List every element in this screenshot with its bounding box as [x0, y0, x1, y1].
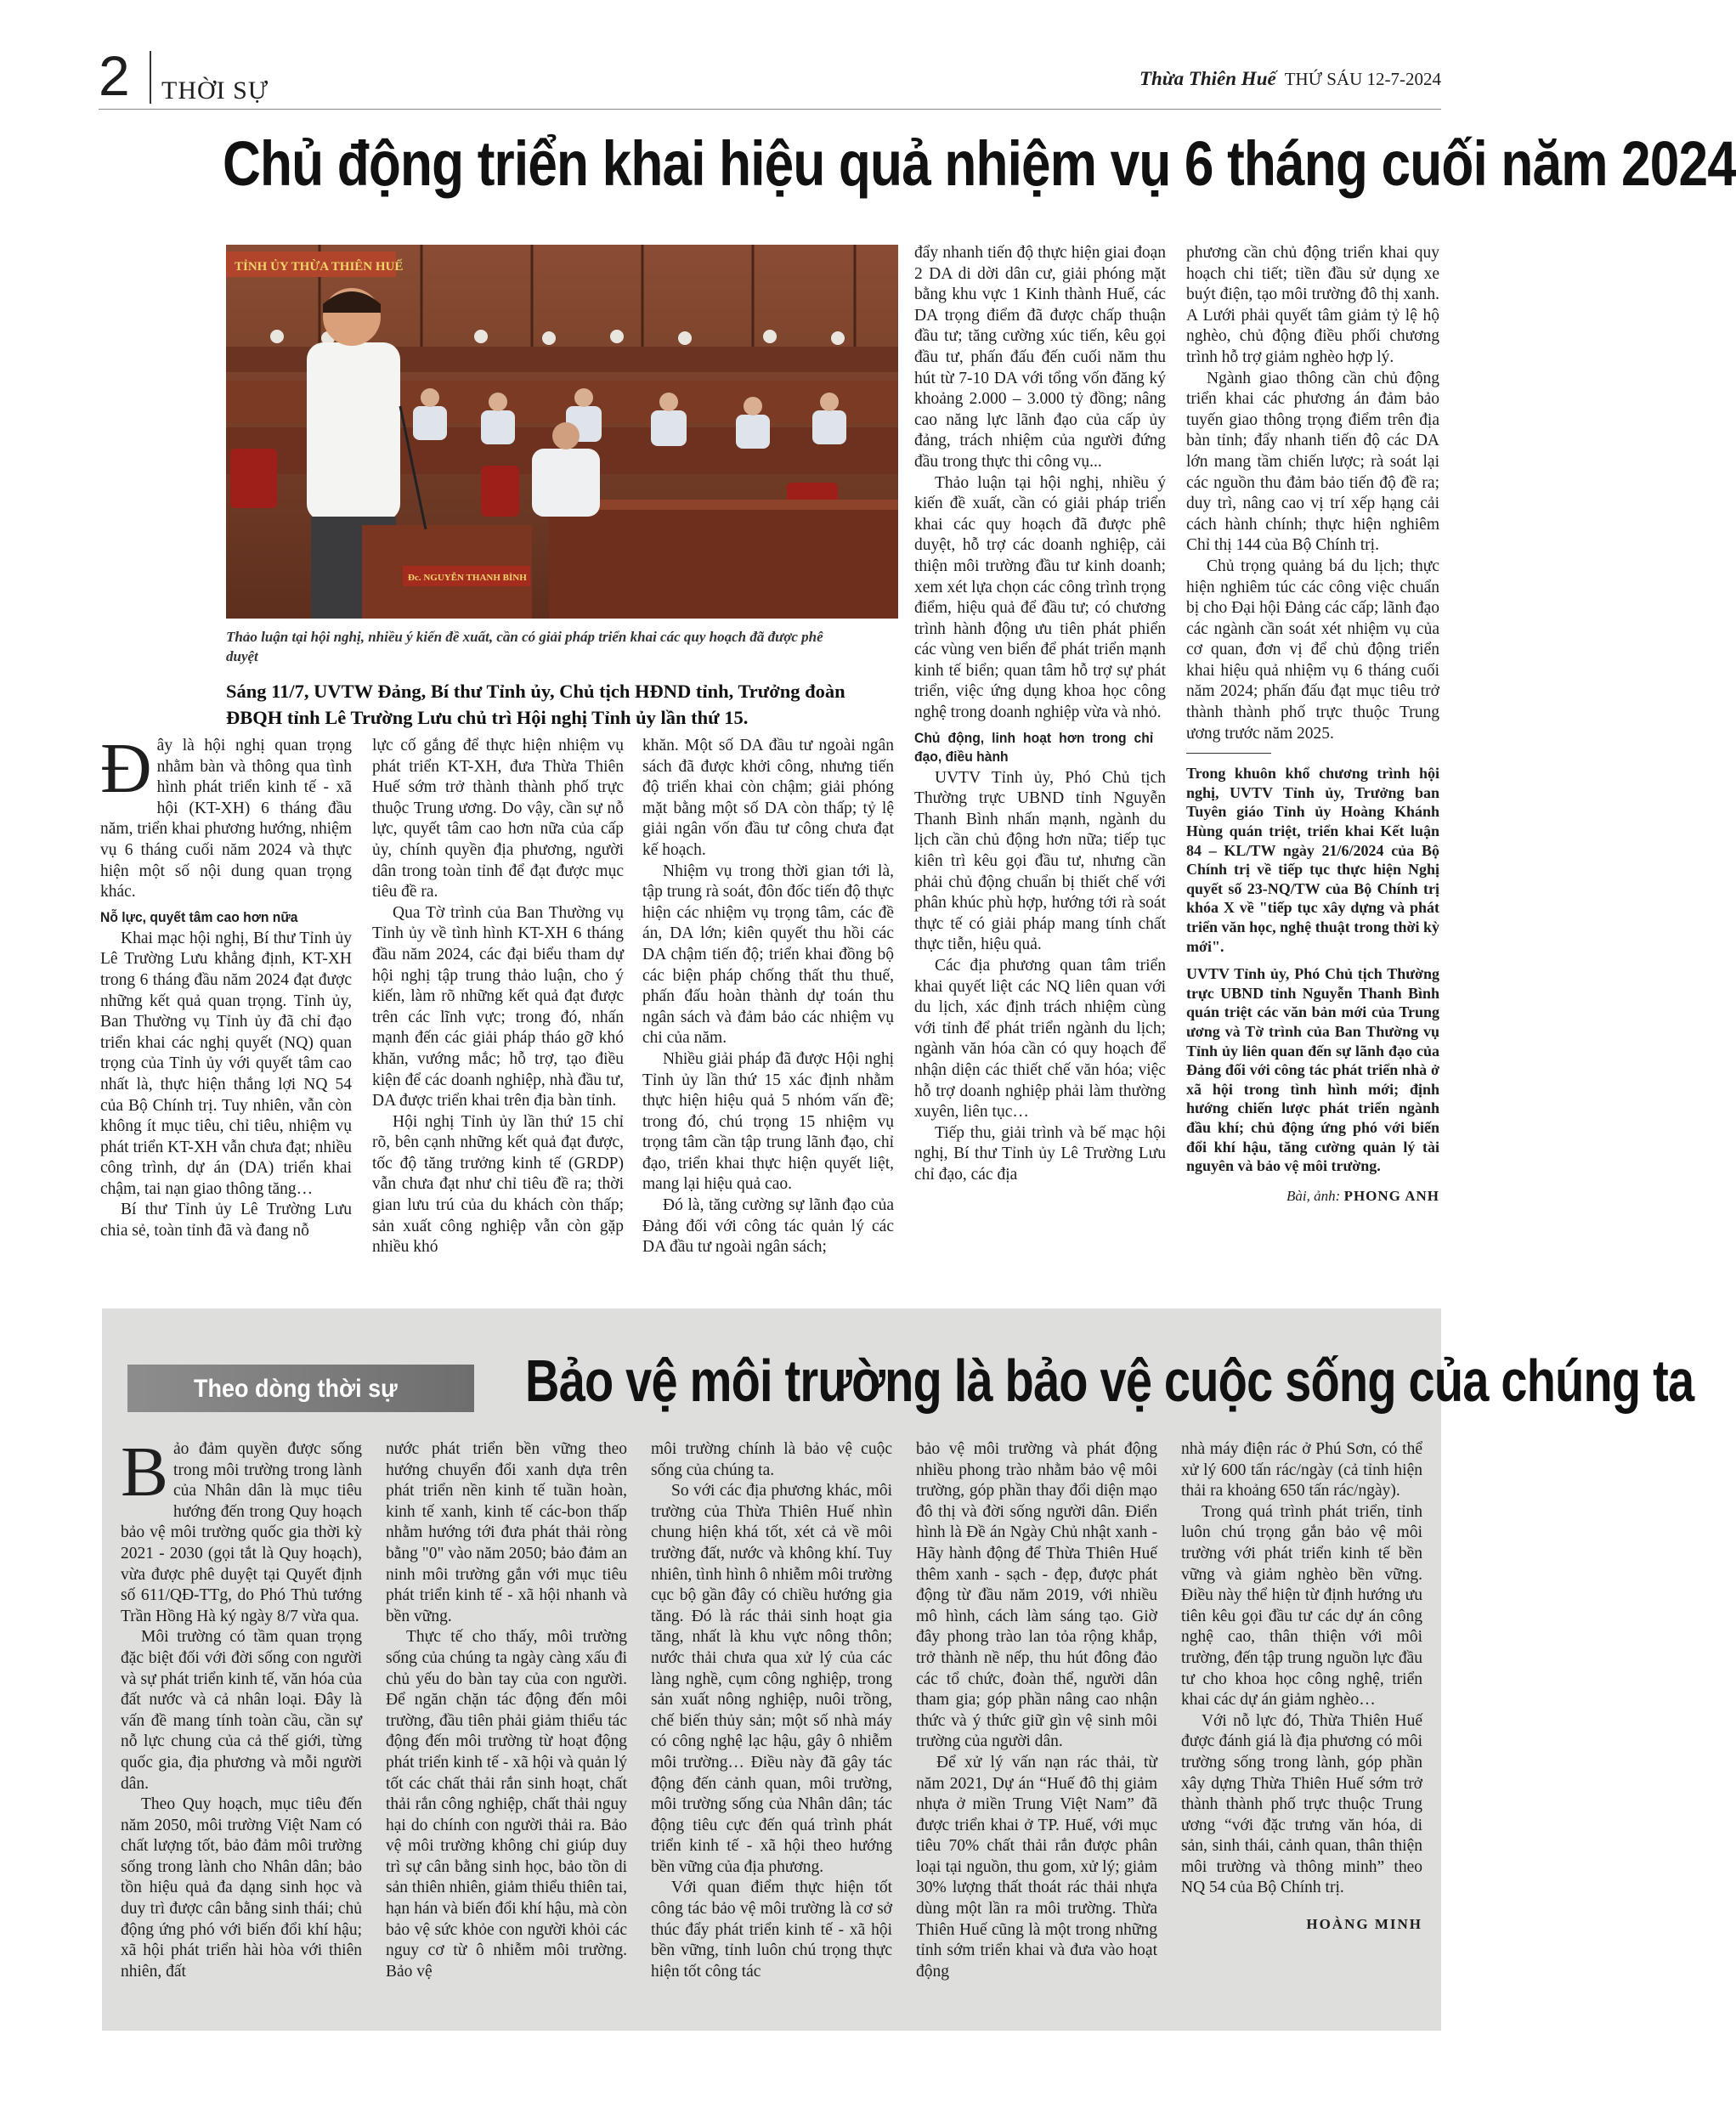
paragraph: Nhiệm vụ trong thời gian tới là, tập trung rà soát, đôn đốc tiến độ thực hiện các nhiệm vụ trọng tâm, các đề án, DA lớn; kiên quyết thu hồi các DA chậm tiến độ; triển khai đồng bộ các biện pháp chống thất thu thuế, phấn đấu hoàn thành dự toán thu ngân sách và đảm bảo các nhiệm vụ chi của năm. — [642, 862, 894, 1048]
paragraph: Hội nghị Tỉnh ủy lần thứ 15 chỉ rõ, bên cạnh những kết quả đạt được, tốc độ tăng trưởng kinh tế (GRDP) vẫn chưa đạt như chỉ tiêu đề ra; thời gian lưu trú của du khách còn thấp; sản xuất công nghiệp vẫn còn gặp nhiều khó — [372, 1112, 624, 1257]
paragraph: Các địa phương quan tâm triển khai quyết liệt các NQ liên quan với du lịch, xác định trách nhiệm cùng với tỉnh để phát triển ngành du lịch; ngành văn hóa cần có quy hoạch để nhận diện các thiết chế văn hóa; việc hỗ trợ doanh nghiệp phải làm thường xuyên, liên tục… — [914, 957, 1166, 1122]
paragraph: Với quan điểm thực hiện tốt công tác bảo vệ môi trường là cơ sở thúc đẩy phát triển kinh tế - xã hội bền vững, tỉnh luôn chú trọng thực hiện tốt công tác — [651, 1879, 892, 1981]
paragraph: UVTV Tỉnh ủy, Phó Chủ tịch Thường trực UBND tỉnh Nguyễn Thanh Bình nhấn mạnh, ngành du lịch cần chủ động hơn nữa; tiếp tục kiên trì kêu gọi đầu tư, nhưng cần phải chủ động chuẩn bị thiết chế với phân khúc phù hợp, hướng tới rà soát thực tế có giải pháp mang tính chất thực tiễn, hiệu quả. — [914, 768, 1166, 954]
paragraph: Khai mạc hội nghị, Bí thư Tỉnh ủy Lê Trường Lưu khẳng định, KT-XH trong 6 tháng đầu năm 2024 đạt được những kết quả quan trọng. Tỉnh ủy, Ban Thường vụ Tỉnh ủy đã chỉ đạo triển khai các nghị quyết (NQ) quan trọng của Tỉnh ủy với quyết tâm cao nhất là, thực hiện thắng lợi NQ 54 của Bộ Chính trị. Tuy nhiên, vẫn còn không ít mục tiêu, chỉ tiêu, nhiệm vụ phát triển KT-XH vẫn chưa đạt; nhiều công trình, dự án (DA) triển khai chậm, tai nạn giao thông tăng… — [100, 929, 352, 1198]
paragraph: Để xử lý vấn nạn rác thải, từ năm 2021, Dự án “Huế đô thị giảm nhựa ở miền Trung Việt Nam” đã được triển khai ở TP. Huế, với mục tiêu 70% chất thải rắn được phân loại tại nguồn, thu gom, xử lý; giảm 30% lượng thất thoát rác thải nhựa dùng một lần ra môi trường. Thừa Thiên Huế cũng là một trong những tỉnh sớm triển khai và đưa vào hoạt động — [916, 1753, 1157, 1981]
byline — [1186, 1186, 1439, 1207]
paragraph: khăn. Một số DA đầu tư ngoài ngân sách đã được khởi công, nhưng tiến độ triển khai còn chậm; giải phóng mặt bằng một số DA còn thấp; tỷ lệ giải ngân vốn đầu tư công chưa đạt kế hoạch. — [642, 737, 894, 859]
byline-name: PHONG ANH — [1343, 1187, 1439, 1204]
subheading: Chủ động, linh hoạt hơn trong chỉ đạo, điều hành — [914, 730, 1154, 765]
section-title: THỜI SỰ — [161, 76, 269, 105]
photo-caption: Thảo luận tại hội nghị, nhiều ý kiến đề xuất, cần có giải pháp triển khai các quy hoạch đã được phê duyệt — [226, 629, 823, 664]
article2-column-1 — [121, 1433, 362, 1982]
article1-column-5 — [1186, 243, 1439, 1207]
article2-column-4 — [916, 1439, 1157, 1982]
paragraph: nhà máy điện rác ở Phú Sơn, có thể xử lý 600 tấn rác/ngày (cả tỉnh hiện thải ra khoảng 650 tấn rác/ngày). — [1181, 1440, 1422, 1500]
paragraph: Thảo luận tại hội nghị, nhiều ý kiến đề xuất, cần có giải pháp triển khai các quy hoạch đã được phê duyệt, hỗ trợ các doanh nghiệp, cải thiện môi trường đầu tư kinh doanh; xem xét lựa chọn các công trình trọng điểm, hiệu quả để đầu tư; có chương trình hành động ưu tiên phát phiển các vùng ven biển để phát triển mạnh kinh tế biển; quan tâm hỗ trợ sự phát triển, việc ứng dụng khoa học công nghệ trong doanh nghiệp vừa và nhỏ. — [914, 473, 1166, 722]
paragraph: Bí thư Tỉnh ủy Lê Trường Lưu chia sẻ, toàn tỉnh đã và đang nỗ — [100, 1201, 352, 1240]
article2-column-5 — [1181, 1439, 1422, 1936]
paragraph: lực cố gắng để thực hiện nhiệm vụ phát triển KT-XH, đưa Thừa Thiên Huế sớm trở thành thành phố trực thuộc Trung ương. Do vậy, cần sự nỗ lực, quyết tâm cao hơn nữa của cấp ủy, chính quyền địa phương, người dân trong toàn tỉnh để đạt được mục tiêu đề ra. — [372, 737, 624, 901]
column-badge-label: Theo dòng thời sự — [194, 1375, 398, 1403]
article2-headline: Bảo vệ môi trường là bảo vệ cuộc sống của chúng ta — [525, 1348, 1694, 1414]
paragraph: Với nỗ lực đó, Thừa Thiên Huế được đánh giá là địa phương có môi trường sống trong lành, góp phần xây dựng Thừa Thiên Huế sớm trở thành thành phố trực thuộc Trung ương “với đặc trưng văn hóa, di sản, sinh thái, cảnh quan, thân thiện môi trường và thông minh” theo NQ 54 của Bộ Chính trị. — [1181, 1711, 1422, 1897]
article2-column-2 — [386, 1439, 627, 1982]
page-number: 2 — [99, 44, 130, 107]
paragraph: Tiếp thu, giải trình và bế mạc hội nghị, Bí thư Tỉnh ủy Lê Trường Lưu chỉ đạo, các địa — [914, 1123, 1166, 1184]
paragraph: Môi trường có tầm quan trọng đặc biệt đối với đời sống con người và sự phát triển kinh tế, văn hóa của đất nước và cả nhân loại. Đây là vấn đề mang tính toàn cầu, cần sự nỗ lực chung của cả thế giới, từng quốc gia, địa phương và mỗi người dân. — [121, 1628, 362, 1793]
newspaper-name: Thừa Thiên Huế — [1139, 68, 1276, 89]
byline-label: Bài, ảnh: — [1286, 1187, 1341, 1204]
paragraph: bảo vệ môi trường và phát động nhiều phong trào nhằm bảo vệ môi trường, góp phần thay đổi diện mạo đô thị và đời sống người dân. Điển hình là Đề án Ngày Chủ nhật xanh - Hãy hành động để Thừa Thiên Huế thêm xanh - sạch - đẹp, được phát động từ đầu năm 2019, với nhiều mô hình, cách làm sáng tạo. Giờ đây phong trào lan tỏa rộng khắp, trở thành nề nếp, thu hút đông đảo các tổ chức, đoàn thể, người dân tham gia; góp phần nâng cao nhận thức và ý thức giữ gìn vệ sinh môi trường của người dân. — [916, 1440, 1157, 1751]
dropcap: Đ — [100, 729, 152, 808]
paragraph: đẩy nhanh tiến độ thực hiện giai đoạn 2 DA di dời dân cư, giải phóng mặt bằng khu vực 1 Kinh thành Huế, các DA trọng điểm đã được chấp thuận đầu tư; tăng cường xúc tiến, kêu gọi đầu tư, phấn đấu đến cuối năm thu hút từ 7-10 DA với tổng vốn đăng ký khoảng 2.000 – 3.000 tỷ đồng; nâng cao năng lực lãnh đạo của cấp ủy đảng, trách nhiệm của người đứng đầu trong thực thi công vụ... — [914, 244, 1166, 471]
paragraph: Đó là, tăng cường sự lãnh đạo của Đảng đối với công tác quản lý các DA đầu tư ngoài ngân sách; — [642, 1196, 894, 1257]
dropcap: B — [121, 1433, 169, 1512]
photo-banner: TỈNH ỦY THỪA THIÊN HUẾ — [235, 260, 404, 274]
info-box-paragraph: UVTV Tỉnh ủy, Phó Chủ tịch Thường trực UBND tỉnh Nguyễn Thanh Bình quán triệt các văn bản mới của Trung ương và Tờ trình của Ban Thường vụ Tỉnh ủy liên quan đến sự lãnh đạo của Đảng đối với công tác phát triển nhà ở xã hội trong tình hình mới; định hướng chiến lược phát triển ngành đầu khí; chủ động ứng phó với biến đổi khí hậu, tăng cường quản lý tài nguyên và bảo vệ môi trường. — [1186, 965, 1439, 1175]
column-badge — [127, 1365, 474, 1412]
header-rule — [99, 109, 1441, 110]
photo-nameplate: Đc. NGUYỄN THANH BÌNH — [408, 573, 527, 583]
article1-headline: Chủ động triển khai hiệu quả nhiệm vụ 6 tháng cuối năm 2024 — [223, 128, 1736, 199]
article1-photo — [226, 245, 898, 619]
meeting-photo — [226, 245, 898, 619]
paragraph: môi trường chính là bảo vệ cuộc sống của chúng ta. — [651, 1440, 892, 1479]
paragraph: Theo Quy hoạch, mục tiêu đến năm 2050, môi trường Việt Nam có chất lượng tốt, bảo đảm môi trường sống trong lành cho Nhân dân; bảo tồn hiệu quả đa dạng sinh học và duy trì được cân bằng sinh thái; chủ động ứng phó với biến đổi khí hậu; xã hội phát triển hài hòa với thiên nhiên, đất — [121, 1795, 362, 1981]
article1-column-1 — [100, 729, 352, 1242]
paragraph: ảo đảm quyền được sống trong môi trường trong lành của Nhân dân là mục tiêu hướng đến trong Quy hoạch bảo vệ môi trường quốc gia thời kỳ 2021 - 2030 (gọi tắt là Quy hoạch), vừa được phê duyệt tại Quyết định số 611/QĐ-TTg, do Phó Thủ tướng Trần Hồng Hà ký ngày 8/7 vừa qua. — [121, 1440, 362, 1625]
subheading: Nỗ lực, quyết tâm cao hơn nữa — [100, 909, 298, 925]
article2-column-3 — [651, 1439, 892, 1982]
divider — [1186, 753, 1271, 754]
header-divider — [150, 51, 151, 104]
issue-date: THỨ SÁU 12-7-2024 — [1284, 69, 1441, 89]
byline-name: HOÀNG MINH — [1306, 1916, 1422, 1933]
paragraph: phương cần chủ động triển khai quy hoạch chi tiết; tiền đầu sử dụng xe buýt điện, tạo môi trường đô thị xanh. A Lưới phải quyết tâm giảm tỷ lệ hộ nghèo, chủ động điều phối chương trình hỗ trợ giảm nghèo hợp lý. — [1186, 244, 1439, 366]
paragraph: Qua Tờ trình của Ban Thường vụ Tỉnh ủy về tình hình KT-XH 6 tháng đầu năm 2024, các đại biểu tham dự hội nghị tập trung thảo luận, cho ý kiến, làm rõ những kết quả đạt được trên các lĩnh vực; trong đó, nhấn mạnh đến các giải pháp tháo gỡ khó khăn, vướng mắc; hỗ trợ, tạo điều kiện để các doanh nghiệp, nhà đầu tư, DA được triển khai trên địa bàn tỉnh. — [372, 903, 624, 1111]
article1-column-2 — [372, 736, 624, 1258]
masthead — [1139, 68, 1441, 90]
paragraph: So với các địa phương khác, môi trường của Thừa Thiên Huế nhìn chung hiện khá tốt, xét cả về môi trường đất, nước và không khí. Tuy nhiên, tình hình ô nhiễm môi trường cục bộ gần đây có chiều hướng gia tăng. Đó là rác thải sinh hoạt gia tăng, nhất là khu vực nông thôn; nước thải chưa qua xử lý của các làng nghề, cụm công nghiệp, trong sản xuất nông nghiệp, nuôi trồng, chế biến thủy sản; một số nhà máy có công nghệ lạc hậu, gây ô nhiễm môi trường… Điều này đã gây tác động đến cảnh quan, môi trường, môi trường sống của Nhân dân; tác động tiêu cực đến quá trình phát triển kinh tế - xã hội theo hướng bền vững của địa phương. — [651, 1482, 892, 1876]
paragraph: Nhiều giải pháp đã được Hội nghị Tỉnh ủy lần thứ 15 xác định nhằm thực hiện hiệu quả 5 nhóm vấn đề; trong đó, chú trọng 15 nhiệm vụ trọng tâm cần tập trung lãnh đạo, chỉ đạo, triển khai thực hiện quyết liệt, mang lại hiệu quả cao. — [642, 1049, 894, 1194]
article1-column-3 — [642, 736, 894, 1258]
paragraph: Thực tế cho thấy, môi trường sống của chúng ta ngày càng xấu đi chủ yếu do bàn tay của con người. Để ngăn chặn tác động đến môi trường, đầu tiên phải giảm thiểu tác động đến môi trường từ hoạt động phát triển kinh tế - xã hội và quản lý tốt các chất thải rắn sinh hoạt, chất thải rắn công nghiệp, chất thải nguy hại do chính con người thải ra. Bảo vệ môi trường không chỉ giúp duy trì sự cân bằng sinh học, bảo tồn di sản thiên nhiên, giảm thiểu thiên tai, hạn hán và biến đổi khí hậu, mà còn bảo vệ sức khỏe con người khỏi các nguy cơ từ ô nhiễm môi trường. Bảo vệ — [386, 1628, 627, 1981]
info-box-paragraph: Trong khuôn khổ chương trình hội nghị, UVTV Tỉnh ủy, Trưởng ban Tuyên giáo Tỉnh ủy Hoàng Khánh Hùng quán triệt, triển khai Kết luận 84 – KL/TW ngày 21/6/2024 của Bộ Chính trị về tiếp tục thực hiện Nghị quyết số 23-NQ/TW của Bộ Chính trị khóa X về "tiếp tục xây dựng và phát triển văn học, nghệ thuật trong thời kỳ mới". — [1186, 765, 1439, 955]
paragraph: Chủ trọng quảng bá du lịch; thực hiện nghiêm túc các công việc chuẩn bị cho Đại hội Đảng các cấp; lãnh đạo các ngành cần soát xét nhiệm vụ của cơ quan, đơn vị để chủ động triển khai hiệu quả nhiệm vụ 6 tháng cuối năm 2024; phấn đấu đạt mục tiêu trở thành thành phố trực thuộc Trung ương trước năm 2025. — [1186, 557, 1439, 743]
article1-column-4 — [914, 243, 1166, 1186]
paragraph: Ngành giao thông cần chủ động triển khai các phương án đảm bảo tuyến giao thông trọng điểm trên địa bàn tỉnh; đẩy nhanh tiến độ các DA lớn mang tầm chiến lược; rà soát lại các nguồn thu đảm bảo tiến độ đề ra; duy trì, nâng cao vị trí xếp hạng cải cách hành chính; thực hiện nghiêm Chỉ thị 144 của Bộ Chính trị. — [1186, 369, 1439, 555]
article1-sapo: Sáng 11/7, UVTW Đảng, Bí thư Tỉnh ủy, Chủ tịch HĐND tỉnh, Trưởng đoàn ĐBQH tỉnh Lê Trường Lưu chủ trì Hội nghị Tỉnh ủy lần thứ 15. — [226, 681, 845, 728]
paragraph: Trong quá trình phát triển, tỉnh luôn chú trọng gắn bảo vệ môi trường với phát triển kinh tế bền vững và giảm nghèo bền vững. Điều này thể hiện từ định hướng ưu tiên kêu gọi đầu tư các dự án công nghệ cao, thân thiện với môi trường, đến tập trung nguồn lực đầu tư cho khoa học công nghệ, triển khai các dự án giảm nghèo… — [1181, 1502, 1422, 1710]
paragraph: nước phát triển bền vững theo hướng chuyển đổi xanh dựa trên phát triển nền kinh tế tuần hoàn, kinh tế xanh, kinh tế các-bon thấp nhằm hướng tới đưa phát thải ròng bằng "0" vào năm 2050; bảo đảm an ninh môi trường gắn với mục tiêu phát triển kinh tế - xã hội nhanh và bền vững. — [386, 1440, 627, 1625]
paragraph: ây là hội nghị quan trọng nhằm bàn và thông qua tình hình phát triển kinh tế - xã hội (KT-XH) 6 tháng đầu năm, triển khai phương hướng, nhiệm vụ 6 tháng cuối năm 2024 và thực hiện một số nội dung quan trọng khác. — [100, 737, 352, 901]
